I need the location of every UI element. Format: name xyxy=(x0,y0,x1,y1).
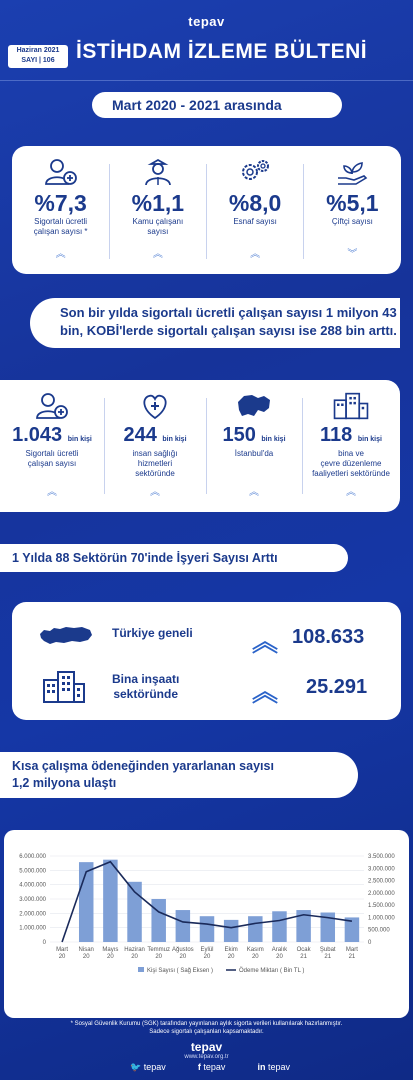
sector-headline: 1 Yılda 88 Sektörün 70'inde İşyeri Sayısı Arttı xyxy=(0,544,348,572)
stat-value: %1,1 xyxy=(131,190,185,216)
person-plus-icon xyxy=(12,158,109,186)
officer-icon xyxy=(109,158,206,186)
x-tick-year: 21 xyxy=(348,954,356,960)
y-right-tick: 2.500.000 xyxy=(368,878,395,885)
y-right-tick: 1.000.000 xyxy=(368,915,395,922)
buildings-icon xyxy=(42,670,86,704)
bar xyxy=(200,916,214,942)
brand-logo: tepav xyxy=(188,14,225,29)
y-left-tick: 3.000.000 xyxy=(19,897,46,903)
workplace-label-turkey: Türkiye geneli xyxy=(112,626,193,640)
stat-label: Kamu çalışanı sayısı xyxy=(132,217,184,236)
linkedin-link[interactable] xyxy=(257,1062,290,1073)
stat-percent-0 xyxy=(12,158,109,260)
stat-absolute-1 xyxy=(104,392,206,498)
divider xyxy=(0,80,413,81)
short-work-chart xyxy=(4,830,409,1018)
y-left-tick: 4.000.000 xyxy=(19,882,46,889)
workplace-label-construction: Bina inşaatı sektöründe xyxy=(112,672,180,701)
trend-up-icon: ︽ xyxy=(47,487,57,498)
x-tick: Mayıs xyxy=(102,947,119,953)
workplace-card xyxy=(12,602,401,720)
trend-down-icon: ︾ xyxy=(347,249,358,260)
legend-swatch-bar xyxy=(138,967,144,972)
stat-unit: bin kişi xyxy=(67,436,92,443)
stat-unit: bin kişi xyxy=(261,436,286,443)
facebook-icon: f xyxy=(197,1062,201,1072)
stat-value: 150 xyxy=(222,424,256,446)
trend-up-icon: ︽ xyxy=(150,487,160,498)
stat-label: bina ve çevre düzenleme faaliyetleri sektöründe xyxy=(312,449,390,478)
x-tick-year: 20 xyxy=(155,954,163,960)
bar xyxy=(176,910,190,942)
x-tick-year: 20 xyxy=(82,954,90,960)
y-right-tick: 1.500.000 xyxy=(368,903,395,910)
x-tick-year: 20 xyxy=(227,954,235,960)
x-tick-year: 20 xyxy=(179,954,187,960)
y-right-tick: 2.000.000 xyxy=(368,890,395,897)
facebook-label: tepav xyxy=(203,1062,226,1072)
stat-label: insan sağlığı hizmetleri sektöründe xyxy=(132,449,178,478)
y-left-tick: 5.000.000 xyxy=(19,868,46,875)
y-right-tick: 500.000 xyxy=(368,927,390,934)
bar xyxy=(248,916,262,942)
stat-percent-2 xyxy=(207,158,304,260)
bar xyxy=(151,899,165,942)
x-tick: Haziran xyxy=(124,947,145,953)
plant-hand-icon xyxy=(304,158,401,186)
stat-percent-3 xyxy=(304,158,401,260)
stat-value: 244 xyxy=(123,424,157,446)
x-tick-year: 21 xyxy=(300,954,307,960)
x-tick-year: 20 xyxy=(276,954,283,960)
legend-label-bar: Kişi Sayısı ( Sağ Eksen ) xyxy=(147,968,214,974)
workplace-value-construction: 25.291 xyxy=(306,676,368,698)
stat-unit: bin kişi xyxy=(357,436,382,443)
footnote: * Sosyal Güvenlik Kurumu (SGK) tarafından yayınlanan aylık sigorta verileri kullanılarak hazırlanmıştır. Sadece sigortalı çalışanları kapsamaktadır. xyxy=(70,1021,343,1035)
y-left-tick: 1.000.000 xyxy=(19,925,46,932)
x-tick: Eylül xyxy=(200,947,214,953)
person-plus-icon xyxy=(0,392,104,420)
twitter-icon: 🐦 xyxy=(130,1062,142,1072)
stat-value: %8,0 xyxy=(228,190,282,216)
x-tick-year: 20 xyxy=(251,954,259,960)
stat-value: %7,3 xyxy=(34,190,87,216)
x-tick-year: 20 xyxy=(203,954,211,960)
headline-employment: Son bir yılda sigortalı ücretli çalışan sayısı 1 milyon 43 bin, KOBİ'lerde sigortalı çalışan sayısı ise 288 bin arttı. xyxy=(30,298,400,348)
stat-unit: bin kişi xyxy=(162,436,187,443)
bar xyxy=(103,860,117,942)
twitter-link[interactable] xyxy=(130,1062,166,1073)
trend-up-icon: ︽ xyxy=(249,487,259,498)
legend-label-line: Ödeme Miktarı ( Bin TL ) xyxy=(239,968,305,974)
x-tick: Aralık xyxy=(271,947,288,953)
twitter-label: tepav xyxy=(143,1062,166,1072)
trend-up-icon: ︽ xyxy=(55,249,66,260)
social-links xyxy=(130,1062,290,1073)
heart-cross-icon xyxy=(104,392,206,420)
issue-badge xyxy=(8,45,68,68)
x-tick: Kasım xyxy=(246,947,264,953)
stat-absolute-3 xyxy=(302,392,400,498)
y-left-tick: 6.000.000 xyxy=(19,854,46,860)
x-tick: Mart xyxy=(345,947,358,953)
trend-up-icon: ︽ xyxy=(252,627,279,657)
y-left-tick: 2.000.000 xyxy=(19,911,46,918)
stat-percent-1 xyxy=(109,158,206,260)
stat-absolute-2 xyxy=(206,392,302,498)
stat-label: İstanbul'da xyxy=(234,449,274,458)
stats-card-absolute xyxy=(0,380,400,512)
footer-url[interactable]: www.tepav.org.tr xyxy=(184,1054,229,1060)
x-tick: Nisan xyxy=(78,947,94,953)
y-right-tick: 0 xyxy=(368,940,372,946)
x-tick-year: 20 xyxy=(107,954,114,960)
short-work-headline: Kısa çalışma ödeneğinden yararlanan sayısı 1,2 milyona ulaştı xyxy=(0,752,358,798)
turkey-map-icon xyxy=(38,624,94,646)
stat-absolute-0 xyxy=(0,392,104,498)
x-tick: Ekim xyxy=(224,947,238,953)
x-tick: Mart xyxy=(56,947,69,953)
buildings-icon xyxy=(302,392,400,420)
footer-brand: tepav xyxy=(190,1040,223,1054)
stat-label: Sigortalı ücretli çalışan sayısı xyxy=(25,449,79,468)
page-title: İSTİHDAM İZLEME BÜLTENİ xyxy=(76,40,368,63)
stat-value: %5,1 xyxy=(326,190,379,216)
x-tick: Ağustos xyxy=(172,947,194,953)
facebook-link[interactable] xyxy=(198,1062,226,1073)
bar xyxy=(272,911,286,942)
x-tick: Şubat xyxy=(319,947,336,953)
trend-up-icon: ︽ xyxy=(250,249,261,260)
x-tick: Ocak xyxy=(296,947,311,953)
x-tick-year: 21 xyxy=(324,954,332,960)
gears-icon xyxy=(207,158,304,186)
trend-up-icon: ︽ xyxy=(152,249,163,260)
issue-number: SAYI | 106 xyxy=(21,57,55,64)
stats-card-percent xyxy=(12,146,401,274)
stat-value: 1.043 xyxy=(12,424,63,446)
y-right-tick: 3.000.000 xyxy=(368,866,395,873)
stat-label: Sigortalı ücretli çalışan sayısı * xyxy=(33,217,88,236)
stat-label: Esnaf sayısı xyxy=(233,217,277,226)
x-tick: Temmuz xyxy=(147,947,171,953)
istanbul-map-icon xyxy=(206,392,302,420)
stat-value: 118 xyxy=(320,424,353,446)
x-tick-year: 20 xyxy=(58,954,66,960)
stat-label: Çiftçi sayısı xyxy=(331,217,373,226)
trend-up-icon: ︽ xyxy=(252,677,279,707)
y-left-tick: 0 xyxy=(42,940,46,946)
y-right-tick: 3.500.000 xyxy=(368,854,395,860)
linkedin-label: tepav xyxy=(267,1062,290,1072)
chart-card xyxy=(4,830,409,1018)
x-tick-year: 20 xyxy=(131,954,138,960)
workplace-value-turkey: 108.633 xyxy=(292,626,365,648)
linkedin-icon: in xyxy=(257,1062,266,1072)
bar xyxy=(224,920,238,942)
issue-date: Haziran 2021 xyxy=(16,47,60,54)
period-pill: Mart 2020 - 2021 arasında xyxy=(92,92,342,118)
trend-up-icon: ︽ xyxy=(346,487,356,498)
